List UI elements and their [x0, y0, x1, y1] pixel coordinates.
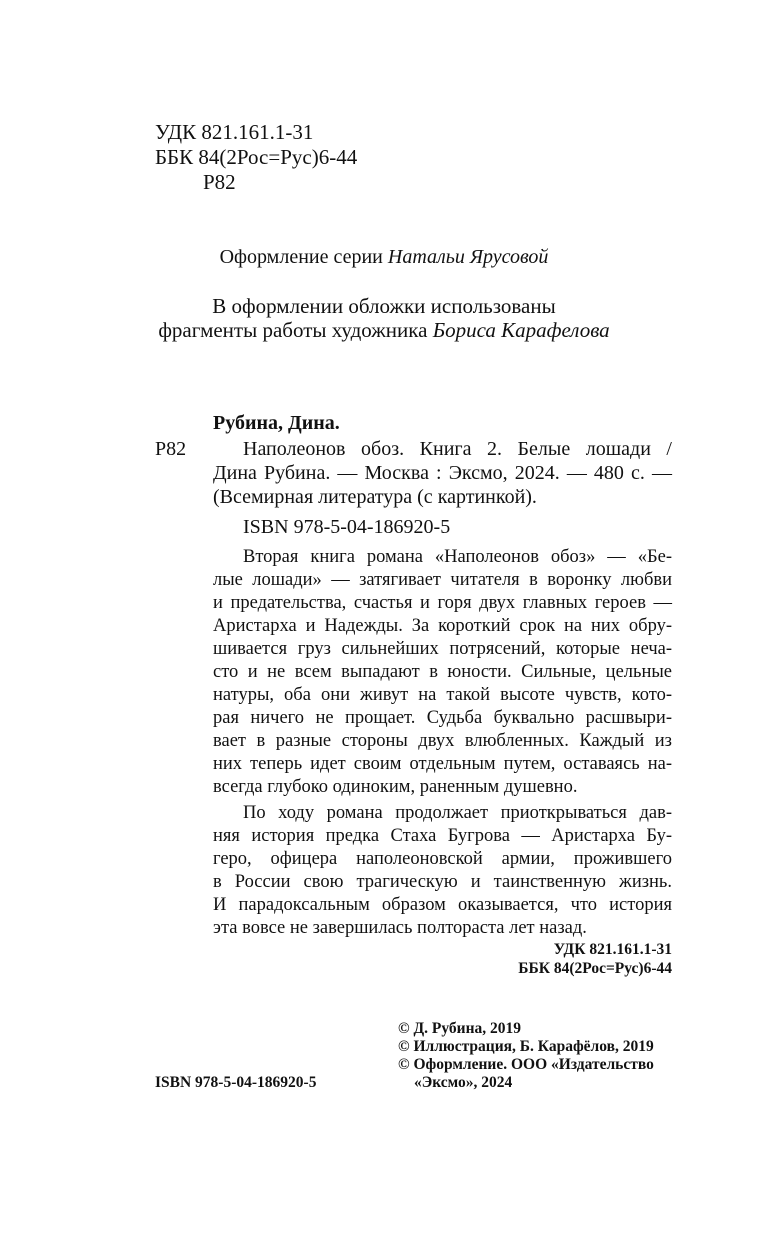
artist-name: Бориса Карафелова	[432, 318, 610, 342]
udk-code: УДК 821.161.1-31	[155, 120, 314, 144]
annotation-line: Вторая книга романа «Наполеонов обоз» — «Бе-	[243, 547, 672, 567]
biblio-line: Наполеонов обоз. Книга 2. Белые лошади /	[243, 438, 672, 460]
cover-note-line2	[0, 318, 768, 342]
copyright-line: © Иллюстрация, Б. Карафёлов, 2019	[398, 1038, 654, 1055]
series-designer-name: Натальи Ярусовой	[387, 246, 549, 268]
annotation-line: натуры, оба они живут на такой высоте чувств, кото-	[213, 685, 672, 705]
annotation-line: них теперь идет своим отдельным путем, оставаясь на-	[213, 754, 672, 774]
annotation-line: лые лошади» — затягивает читателя в воронку любви	[213, 570, 672, 590]
biblio-line: (Всемирная литература (с картинкой).	[213, 486, 537, 508]
annotation-line: и предательства, счастья и горя двух главных героев —	[213, 593, 672, 613]
biblio-mark: Р82	[155, 438, 187, 460]
cover-note-line1: В оформлении обложки использованы	[212, 294, 556, 318]
bottom-bbk-code: ББК 84(2Рос=Рус)6-44	[518, 960, 672, 977]
annotation-line: рая ничего не прощает. Судьба буквально расшвыри-	[213, 708, 672, 728]
annotation-line: По ходу романа продолжает приоткрываться дав-	[243, 803, 672, 823]
annotation-line: И парадоксальным образом оказывается, что история	[213, 895, 672, 915]
annotation-line: Аристарха и Надежды. За короткий срок на них обру-	[213, 616, 672, 636]
annotation-line: сто и не всем выпадают в юности. Сильные, цельные	[213, 662, 672, 682]
copyright-line: © Д. Рубина, 2019	[398, 1020, 521, 1037]
bottom-udk-code: УДК 821.161.1-31	[553, 941, 672, 958]
annotation-line: геро, офицера наполеоновской армии, прожившего	[213, 849, 672, 869]
annotation-line: вает в разные стороны двух влюбленных. Каждый из	[213, 731, 672, 751]
copyright-line: © Оформление. ООО «Издательство	[398, 1056, 654, 1073]
cover-note-prefix: фрагменты работы художника	[158, 318, 428, 342]
copyright-line: «Эксмо», 2024	[414, 1074, 513, 1091]
annotation-line: в России свою трагическую и таинственную жизнь.	[213, 872, 672, 892]
author-heading: Рубина, Дина.	[213, 412, 340, 434]
series-design-prefix: Оформление серии	[219, 246, 383, 268]
biblio-line: Дина Рубина. — Москва : Эксмо, 2024. — 480 с. —	[213, 462, 672, 484]
biblio-isbn: ISBN 978-5-04-186920-5	[243, 516, 451, 538]
bbk-code: ББК 84(2Рос=Рус)6-44	[155, 145, 358, 169]
annotation-line: шивается груз сильнейших потрясений, которые неча-	[213, 639, 672, 659]
annotation-line: всегда глубоко одиноким, раненным душевно.	[213, 777, 578, 797]
footer-isbn: ISBN 978-5-04-186920-5	[155, 1074, 317, 1091]
author-mark: Р82	[203, 170, 236, 194]
annotation-line: эта вовсе не завершилась полтораста лет назад.	[213, 918, 587, 938]
series-design-credit	[0, 246, 768, 269]
annotation-line: няя история предка Стаха Бугрова — Аристарха Бу-	[213, 826, 672, 846]
